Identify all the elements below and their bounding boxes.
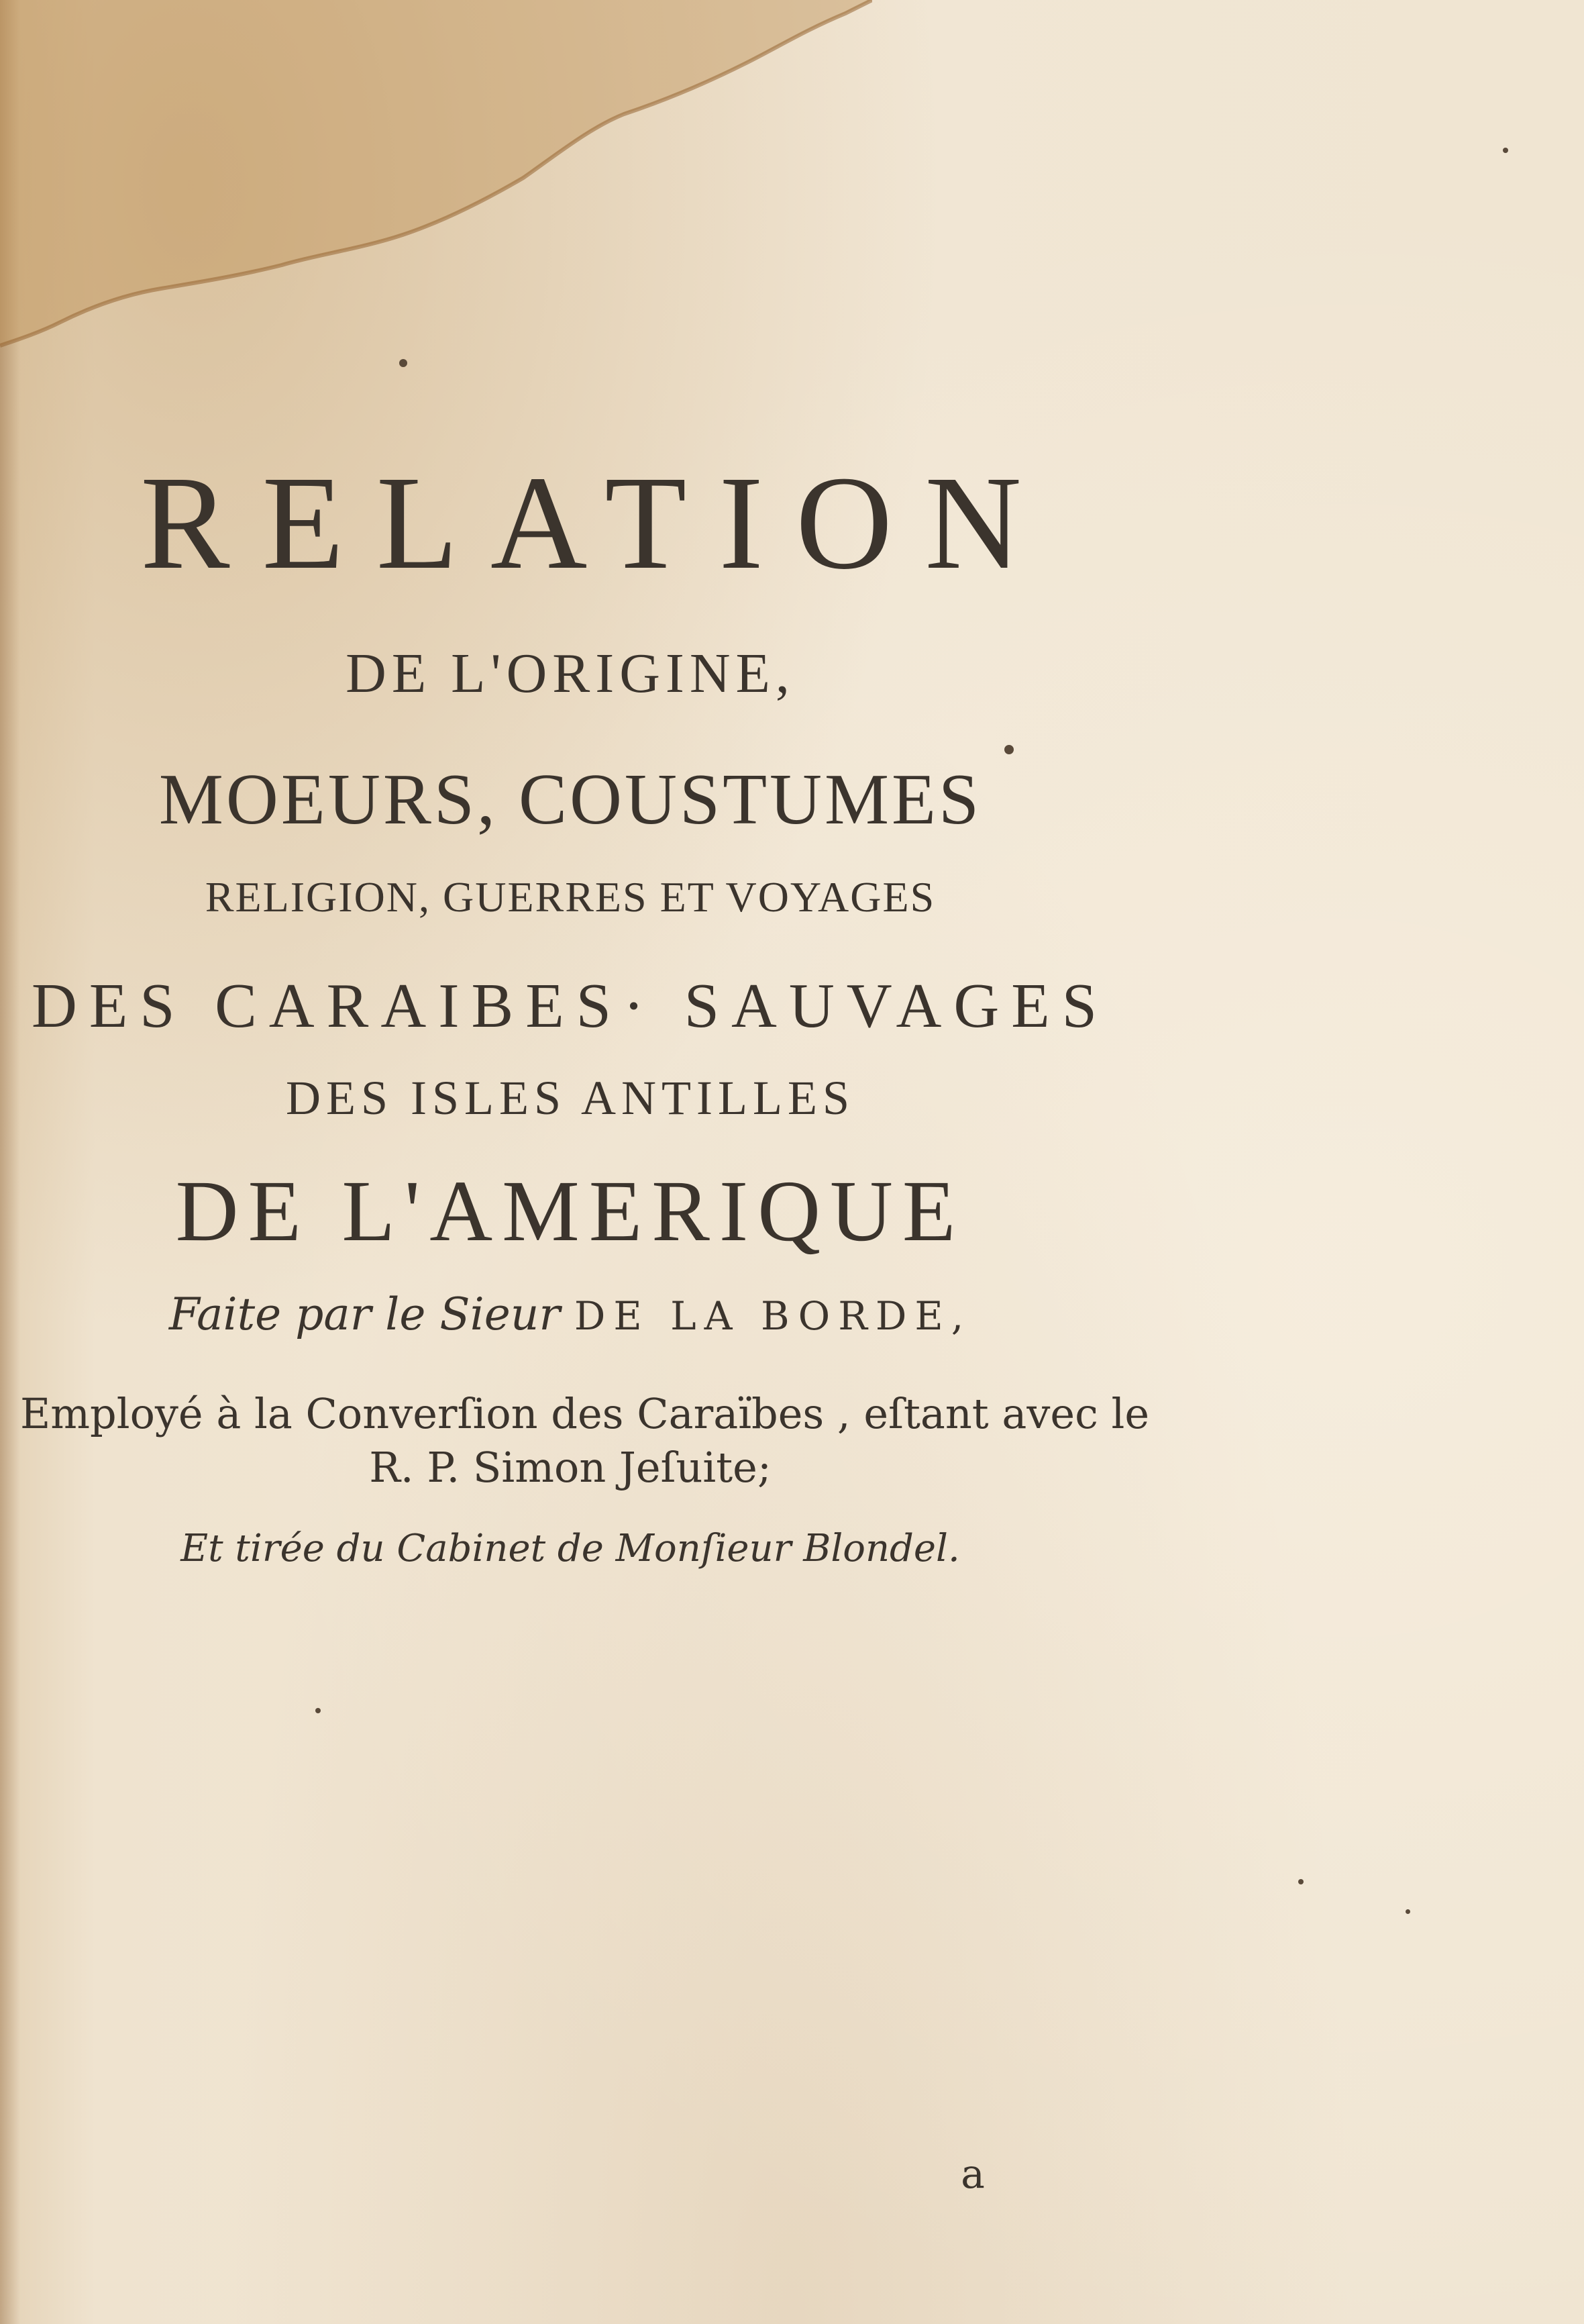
author-line — [0, 1289, 1141, 1340]
subtitle-line-2: MOEURS, COUSTUMES — [158, 760, 982, 840]
ink-speck — [1004, 745, 1014, 754]
employment-line-2: R. P. Simon Jeſuite; — [369, 1443, 772, 1492]
ink-speck — [315, 1708, 321, 1713]
signature-mark: a — [961, 2151, 985, 2198]
subtitle-line-1: DE L'ORIGINE, — [346, 642, 795, 705]
ink-speck — [1298, 1879, 1304, 1884]
author-name: DE LA BORDE, — [574, 1293, 972, 1339]
book-title: RELATION — [140, 449, 1054, 597]
water-stain — [0, 0, 872, 376]
ink-speck — [399, 359, 407, 367]
cabinet-line: Et tirée du Cabinet de Monſieur Blondel. — [180, 1527, 960, 1570]
ink-speck — [1503, 148, 1508, 153]
employment-line-1: Employé à la Converſion des Caraïbes , eſtant avec le — [20, 1389, 1150, 1438]
author-prefix: Faite par le Sieur — [168, 1289, 560, 1340]
subtitle-line-6: DE L'AMERIQUE — [175, 1163, 965, 1260]
subtitle-line-4: DES CARAIBES· SAUVAGES — [31, 971, 1110, 1041]
subtitle-line-5: DES ISLES ANTILLES — [285, 1071, 855, 1125]
subtitle-line-3: RELIGION, GUERRES ET VOYAGES — [205, 873, 936, 921]
ink-speck — [1406, 1909, 1410, 1914]
